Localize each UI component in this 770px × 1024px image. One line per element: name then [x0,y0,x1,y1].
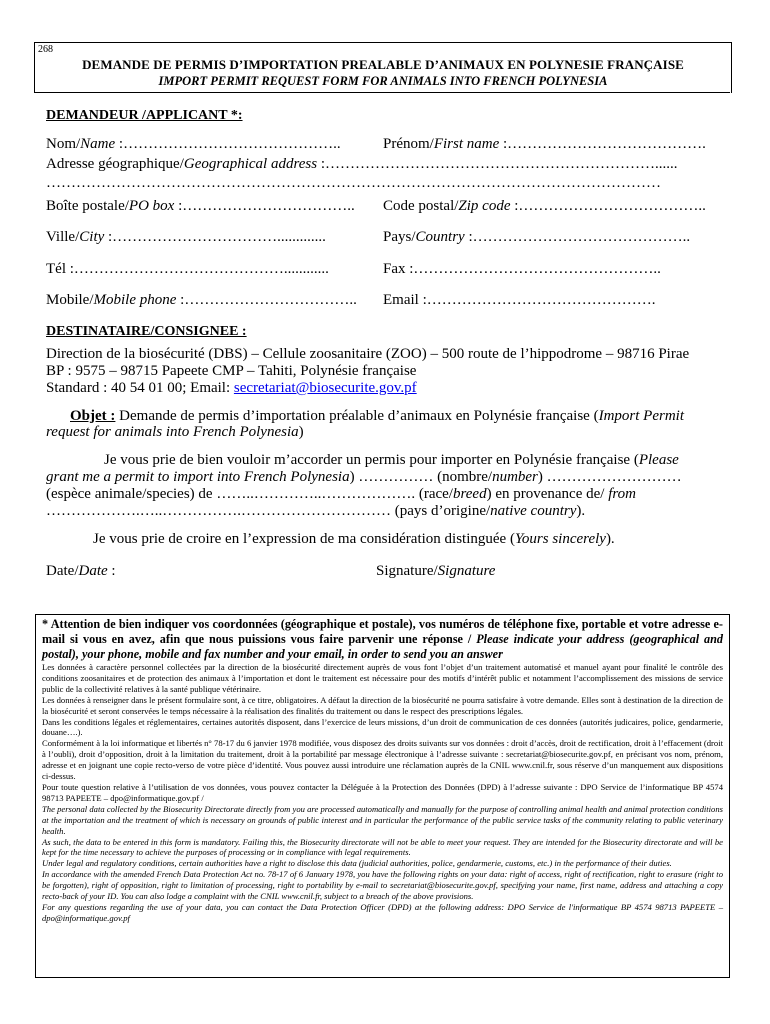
notice-heading-fr: * Attention de bien indiquer vos coordonnées (géographique et postale), vos numéros de téléphone fixe, portable et votre adresse e-mail si vous en avez, afin que nous puissions vous faire parvenir une réponse / [42,617,723,646]
city-label-fr: Ville/ [46,229,80,245]
request-native-country-en: native country [490,503,577,519]
consignee-email-link[interactable]: secretariat@biosecurite.gov.pf [233,380,417,396]
notice-paragraph-fr: Les données à caractère personnel collectées par la direction de la biosécurité directement auprès de vous font l’objet d’un traitement automatisé et manuel ayant pour finalité le contrôle des conditions zoosanitaires et de protection des animaux à l’importation et dont le traitement est nécessaire pour des motifs d’intérêt public et notamment l’accomplissement des missions de service public de la collectivité relatives à la santé publique vétérinaire. [42,662,723,694]
closing-en: Yours sincerely [514,531,606,547]
request-species-blank: (espèce animale/species) de ……..…………..………………. (race/ [46,486,453,502]
notice-paragraph-fr: Les données à renseigner dans le présent formulaire sont, à ce titre, obligatoires. A défaut la direction de la biosécurité ne pourra satisfaire à votre demande. Elles sont à destination de la direction de la biosécurité et seront conservées le temps nécessaire à la réalisation des finalités du traitement ou dans le respect des prescriptions légales. [42,694,723,716]
subject-line2 [46,424,304,441]
email-dots: ………………………………………. [426,292,656,308]
header-separator [34,92,730,93]
city-field[interactable] [46,229,326,246]
consignee-address-line1: Direction de la biosécurité (DBS) – Cellule zoosanitaire (ZOO) – 500 route de l’hippodrome – 98716 Pirae [46,346,690,362]
notice-paragraph-fr: Dans les conditions légales et réglementaires, certaines autorités disposent, dans l’exercice de leurs missions, d’un droit de communication de ces données (autorités judicaires, police, gendarmerie, douane….). [42,716,723,738]
zip-code-label-en: Zip code [458,198,511,214]
title-english: IMPORT PERMIT REQUEST FORM FOR ANIMALS INTO FRENCH POLYNESIA [158,74,608,88]
signature-label-en: Signature [437,563,496,579]
address-label-fr: Adresse géographique/ [46,156,184,172]
subject-text-fr: Demande de permis d’importation préalable d’animaux en Polynésie française ( [115,408,599,424]
consignee-heading: DESTINATAIRE/CONSIGNEE : [46,324,247,339]
mobile-dots: :…………………………….. [176,292,357,308]
address-field[interactable] [46,156,677,173]
tel-dots: ……………………………………............ [73,261,329,277]
date-field[interactable] [46,563,116,580]
address-field-line2[interactable]: …………………………………………………………………………………………………………… [46,175,661,191]
po-box-field[interactable] [46,198,355,215]
notice-paragraph-en: The personal data collected by the Biosecurity Directorate directly from you are processed automatically and manually for the purpose of controlling animal health and animal protection conditions at the importation and the treatment of which is necessary on grounds of public interest and in particular the performance of the public service tasks of the community relating to public veterinary health. [42,803,723,836]
consignee-phone: Standard : 40 54 01 00; Email: [46,380,234,396]
consignee-contact-line [46,380,417,397]
country-dots: :…………………………………….. [464,229,691,245]
fax-label: Fax : [383,261,414,277]
request-line2[interactable] [46,469,682,486]
date-label-en: Date [78,563,108,579]
notice-paragraph-en: As such, the data to be entered in this form is mandatory. Failing this, the Biosecurity directorate will not be able to meet your request. They are intended for the Biosecurity directorate and will be kept for the time necessary to achieve the purposes of processing or in compliance with legal requirements. [42,836,723,858]
country-label-fr: Pays/ [383,229,416,245]
first-name-dots: :…………………………………. [499,136,706,152]
document-number: 268 [38,44,53,55]
fax-field[interactable] [383,261,661,278]
header-box [34,42,732,93]
subject-line1 [70,408,684,425]
subject-label: Objet : [70,408,116,424]
first-name-field[interactable] [383,136,706,153]
tel-label: Tél : [46,261,74,277]
request-origin-label: ) en provenance de/ [486,486,609,502]
date-colon: : [107,563,116,579]
po-box-label-fr: Boîte postale/ [46,198,129,214]
zip-code-field[interactable] [383,198,706,215]
city-label-en: City [79,229,105,245]
mobile-field[interactable] [46,292,357,309]
po-box-label-en: PO box [128,198,175,214]
signature-field[interactable] [376,563,495,580]
country-field[interactable] [383,229,690,246]
request-number-en: number [492,469,538,485]
request-line4[interactable] [46,503,585,520]
mobile-label-en: Mobile phone [93,292,177,308]
subject-close: ) [298,424,304,440]
request-breed-en: breed [452,486,487,502]
request-country-blank: ……………….…..…………….………………………… (pays d’origine/ [46,503,491,519]
applicant-heading: DEMANDEUR /APPLICANT *: [46,108,243,123]
closing-fr: Je vous prie de croire en l’expression de ma considération distinguée ( [93,531,515,547]
title-french: DEMANDE DE PERMIS D’IMPORTATION PREALABLE D’ANIMAUX EN POLYNESIE FRANÇAISE [82,57,684,72]
notice-paragraph-en: For any questions regarding the use of your data, you can contact the Data Protection Officer (DPD) at the following address: DPO Service de l'informatique BP 4574 98713 PAPEETE – dpo@informatique.gov.pf [42,901,723,923]
first-name-label-en: First name [433,136,500,152]
request-line3[interactable] [46,486,636,503]
zip-code-label-fr: Code postal/ [383,198,459,214]
notice-paragraph-en: Under legal and regulatory conditions, certain authorities have a right to disclose this data (judicial authorities, police, gendarmerie, customs, etc.) in the performance of their duties. [42,858,672,869]
name-dots: :…………………………………….. [115,136,341,152]
name-field[interactable] [46,136,341,153]
address-label-en: Geographical address [183,156,318,172]
request-from-en: from [608,486,636,502]
fax-dots: ………………………………………….. [413,261,661,277]
mobile-label-fr: Mobile/ [46,292,94,308]
request-line2-end: ) ……………………… [537,469,682,485]
name-label-en: Name [80,136,116,152]
city-dots: :……………………………............. [104,229,326,245]
notice-paragraph-fr: Conformément à la loi informatique et libertés n° 78-17 du 6 janvier 1978 modifiée, vous disposez des droits suivants sur vos données : droit d’accès, droit de rectification, droit à l’effacement (droit à l’oubli), droit d’opposition, droit à la limitation du traitement, droit à la portabilité par message électronique à l’adresse suivante : secretariat@biosecurite.gov.pf, en précisant vos nom, prénom, adresse et en joignant une copie recto-verso de votre pièce d’identité. Vous pouvez aussi introduire une réclamation auprès de la CNIL www.cnil.fr, sous réserve d’un manquement aux dispositions ci-dessus. [42,738,723,782]
request-line4-end: ). [576,503,586,519]
notice-heading-en: Please indicate your address (geographical and postal), your phone, mobile and fax number and your email, in order to send you an answer [42,632,723,661]
request-line1-fr: Je vous prie de bien vouloir m’accorder un permis pour importer en Polynésie française ( [104,452,639,468]
email-label: Email : [383,292,427,308]
privacy-notice-box [35,614,730,978]
tel-field[interactable] [46,261,329,278]
address-dots: :…………………………………………………………...... [317,156,678,172]
request-line2-en: grant me a permit to import into French Polynesia [46,469,350,485]
notice-heading [42,617,723,662]
request-number-blank: ) …………… (nombre/ [349,469,493,485]
zip-code-dots: :……………………………….. [510,198,706,214]
first-name-label-fr: Prénom/ [383,136,434,152]
subject-text-en-1: Import Permit [598,408,684,424]
notice-paragraph-en: In accordance with the amended French Data Protection Act no. 78-17 of 6 January 1978, you have the following rights on your data: right of access, right of rectification, right to erasure (right to be forgotten), right of opposition, right to limitation of processing, right to portability by e-mail to secretariat@biosecurite.gov.pf, specifying your name, first name, address and attaching a copy recto-back of your ID. You can also lodge a complaint with the CNIL www.cnil.fr, subject to a breach of the above provisions. [42,869,723,902]
closing-line [93,531,615,548]
request-line1 [104,452,679,469]
closing-end: ). [605,531,615,547]
country-label-en: Country [415,229,465,245]
po-box-dots: :…………………………….. [174,198,355,214]
signature-label-fr: Signature/ [376,563,438,579]
email-field[interactable] [383,292,656,309]
request-line1-en: Please [638,452,679,468]
name-label-fr: Nom/ [46,136,81,152]
subject-text-en-2: request for animals into French Polynesia [46,424,299,440]
date-label-fr: Date/ [46,563,79,579]
consignee-address-line2: BP : 9575 – 98715 Papeete CMP – Tahiti, Polynésie française [46,363,417,379]
notice-paragraph-fr: Pour toute question relative à l’utilisation de vos données, vous pouvez contacter la Déléguée à la Protection des Données (DPD) à l’adresse suivante : DPO Service de l’informatique BP 4574 98713 PAPEETE – dpo@informatique.gov.pf / [42,781,723,803]
